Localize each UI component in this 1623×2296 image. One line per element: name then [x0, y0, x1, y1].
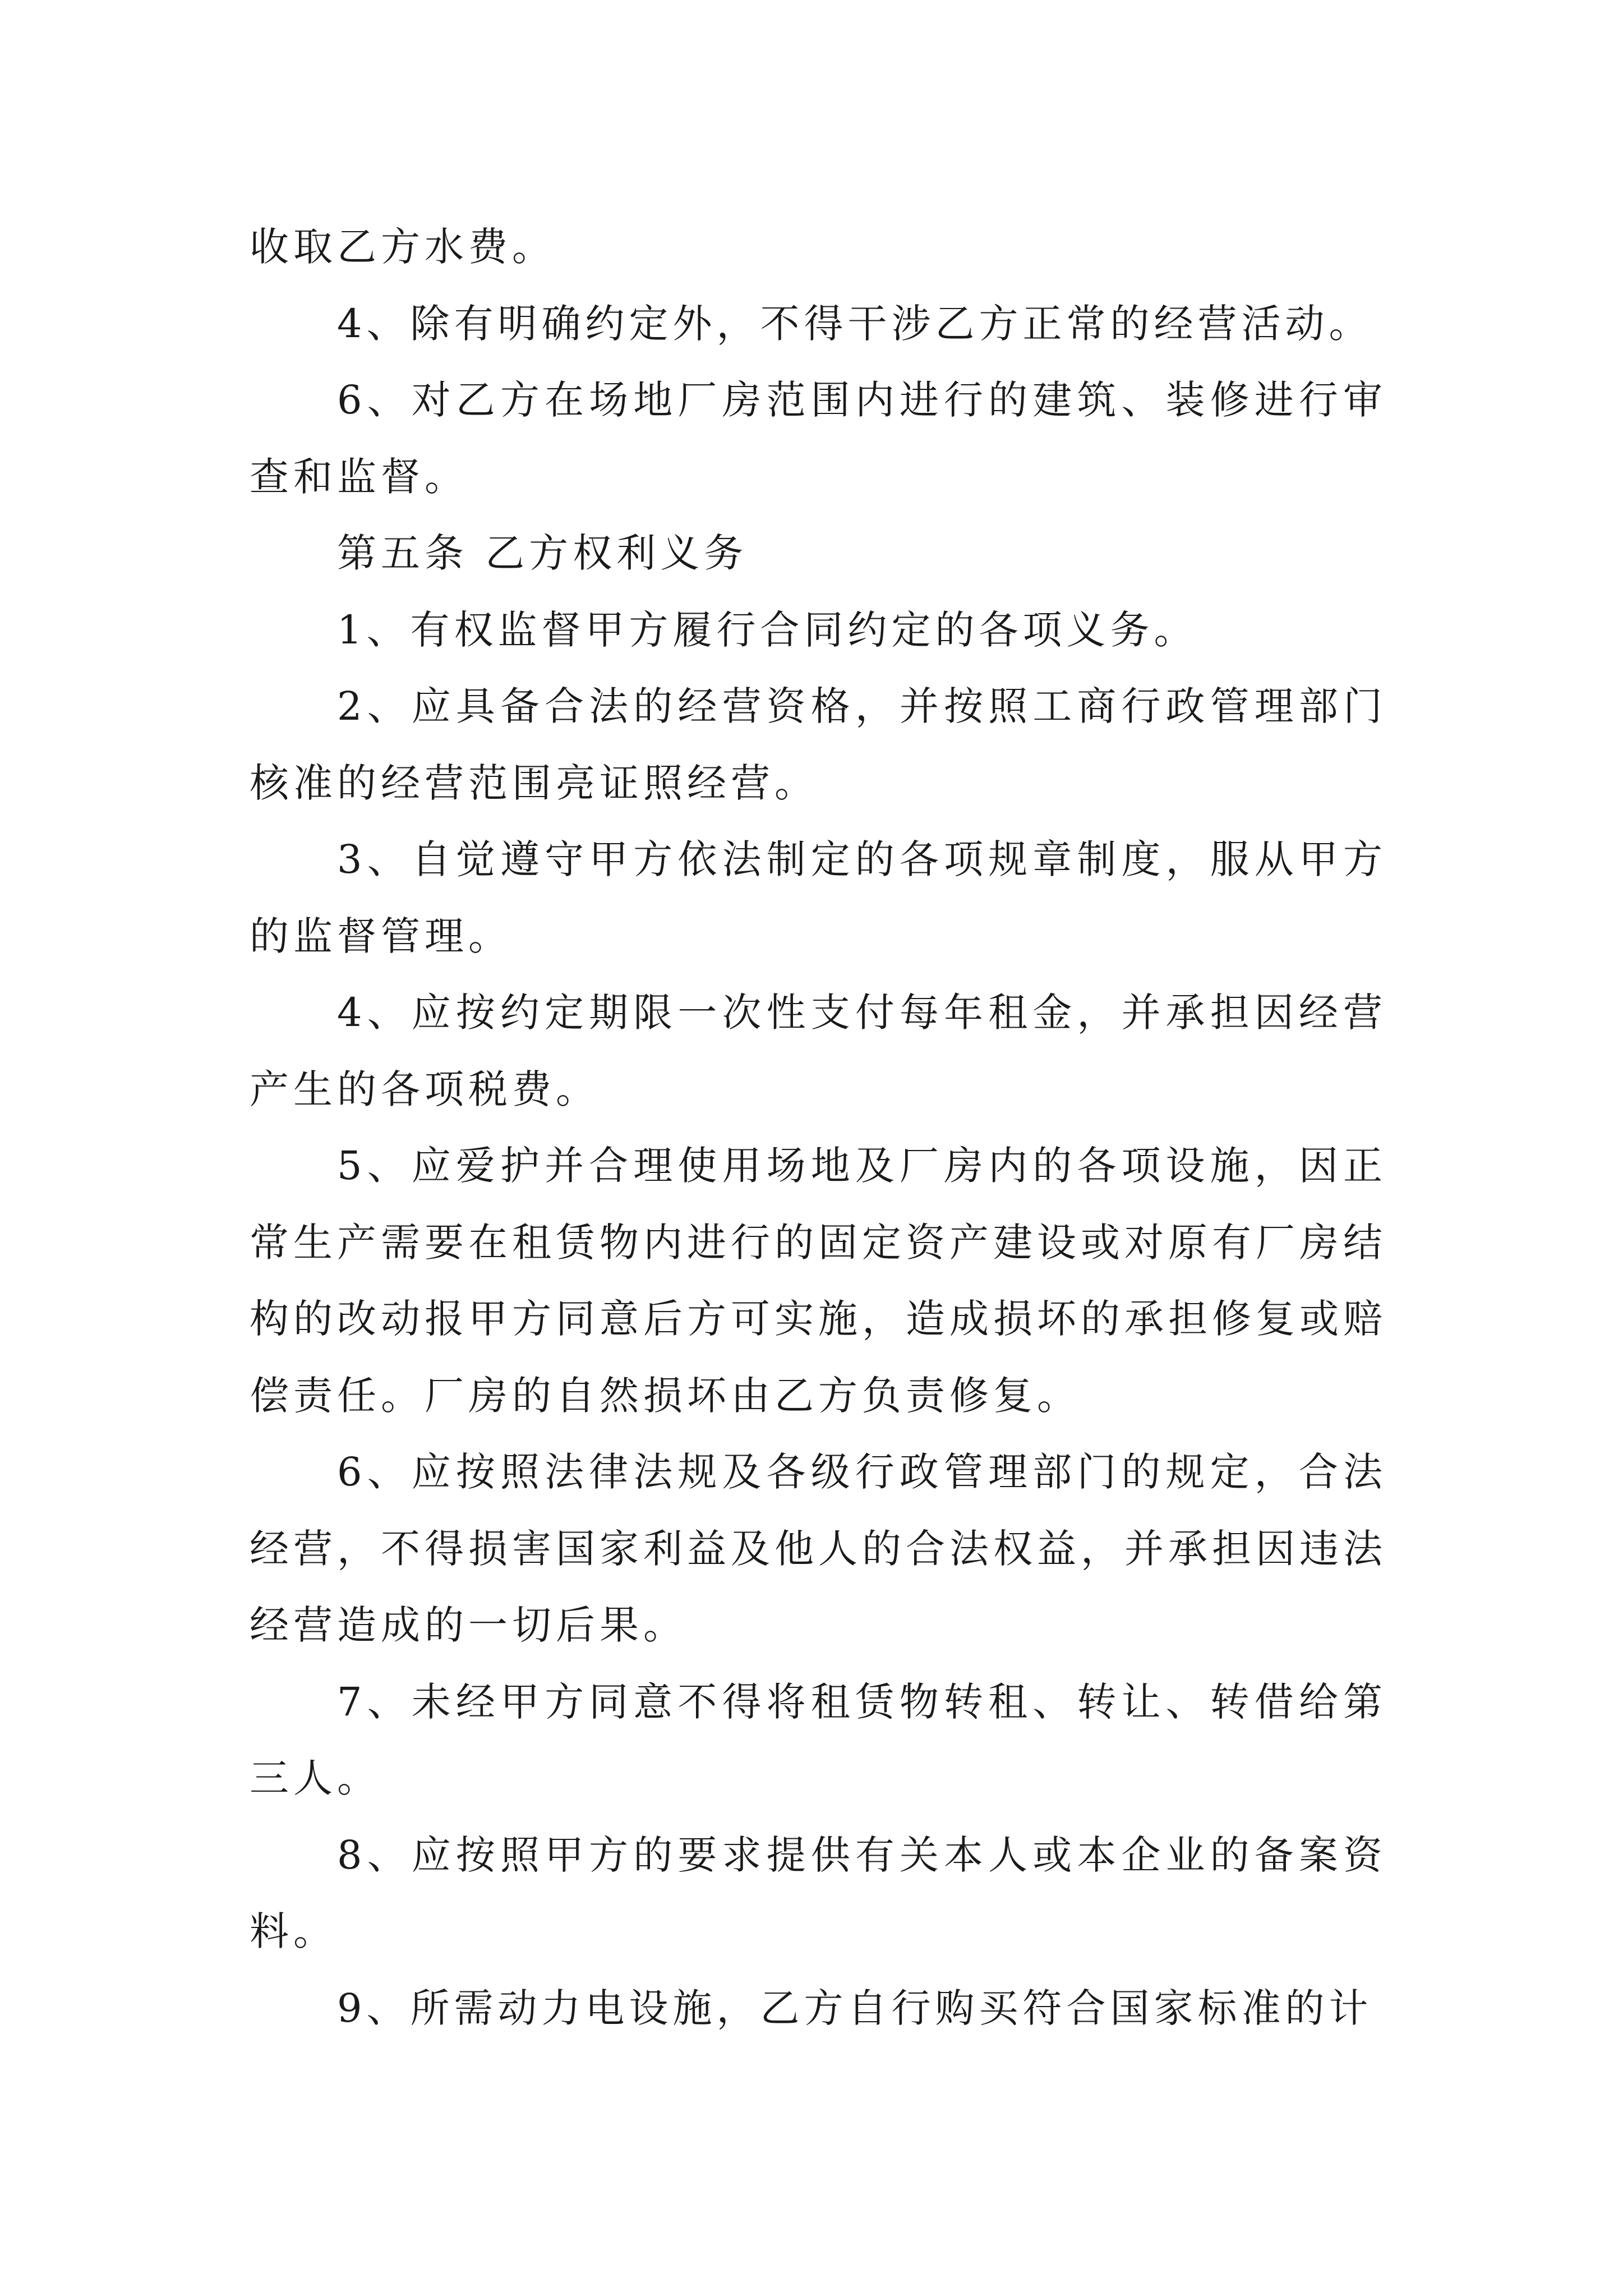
paragraph-clause-1: 1、有权监督甲方履行合同约定的各项义务。 [337, 606, 1198, 653]
paragraph-clause-7: 7、未经甲方同意不得将租赁物转租、转让、转借给第三人。 [250, 1678, 1387, 1801]
document-body [250, 209, 1387, 2046]
paragraph-clause-8: 8、应按照甲方的要求提供有关本人或本企业的备案资料。 [250, 1832, 1387, 1954]
paragraph-clause-4: 4、应按约定期限一次性支付每年租金，并承担因经营产生的各项税费。 [250, 990, 1387, 1112]
paragraph-clause-2: 2、应具备合法的经营资格，并按照工商行政管理部门核准的经营范围亮证照经营。 [250, 683, 1387, 806]
section-heading-article-5: 第五条 乙方权利义务 [337, 530, 748, 576]
paragraph-clause-3: 3、自觉遵守甲方依法制定的各项规章制度，服从甲方的监督管理。 [250, 836, 1387, 959]
paragraph-clause-4-party-a: 4、除有明确约定外，不得干涉乙方正常的经营活动。 [337, 300, 1373, 347]
paragraph-clause-6-party-a: 6、对乙方在场地厂房范围内进行的建筑、装修进行审查和监督。 [250, 377, 1387, 500]
paragraph-clause-5: 5、应爱护并合理使用场地及厂房内的各项设施，因正常生产需要在租赁物内进行的固定资产建设或对原有厂房结构的改动报甲方同意后方可实施，造成损坏的承担修复或赔偿责任。厂房的自然损坏由乙方负责修复。 [250, 1143, 1387, 1419]
paragraph-clause-9: 9、所需动力电设施，乙方自行购买符合国家标准的计 [337, 1985, 1373, 2031]
paragraph-continuation: 收取乙方水费。 [250, 224, 556, 270]
paragraph-clause-6: 6、应按照法律法规及各级行政管理部门的规定，合法经营，不得损害国家利益及他人的合法权益，并承担因违法经营造成的一切后果。 [250, 1449, 1387, 1648]
